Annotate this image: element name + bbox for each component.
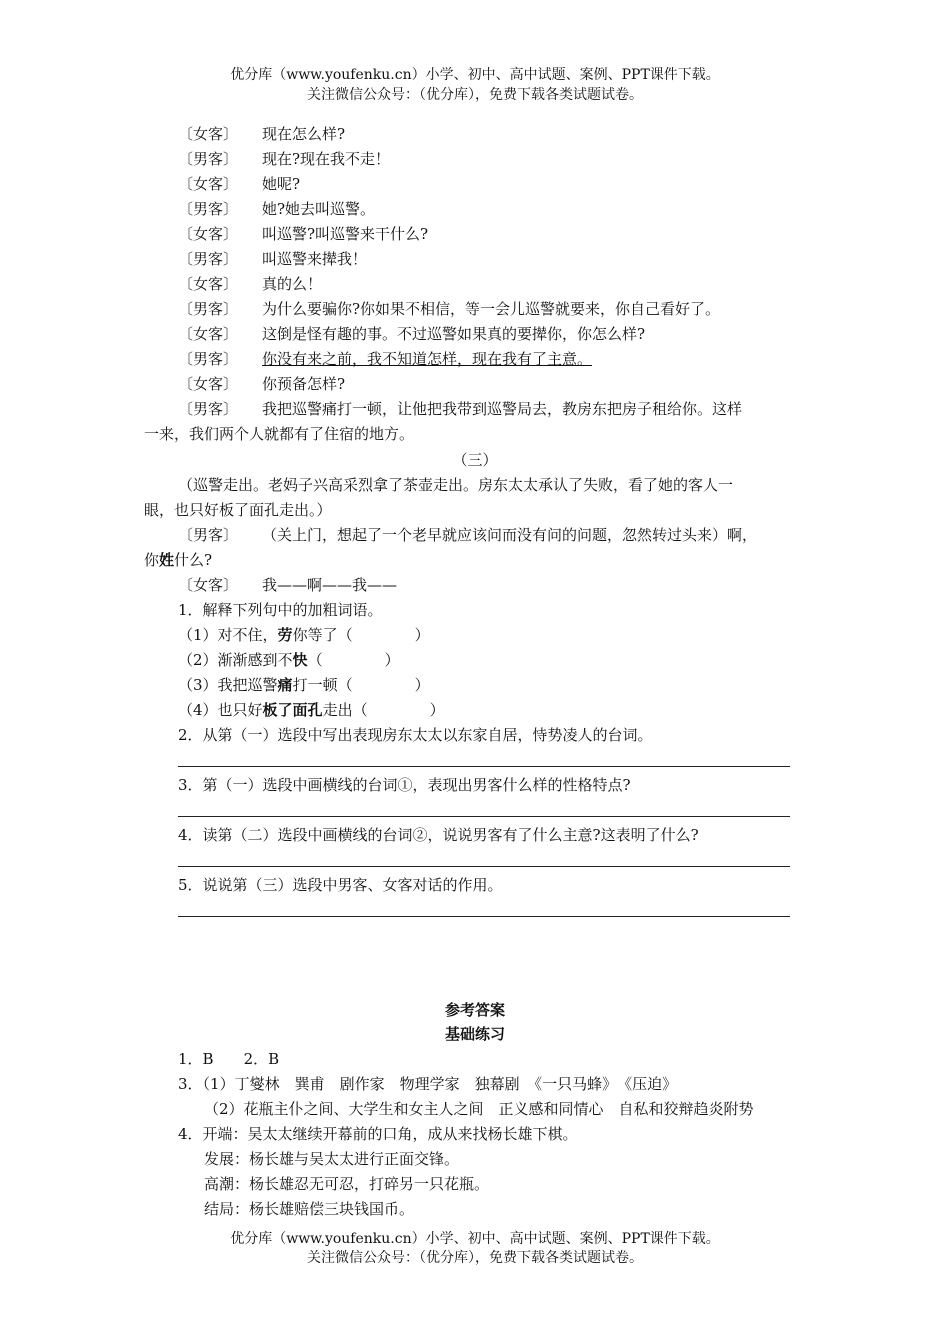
dialogue-text: （关上门，想起了一个老早就应该问而没有问的问题，忽然转过头来）啊， — [262, 526, 758, 544]
answer-line[interactable] — [178, 866, 790, 867]
question-item — [178, 698, 445, 722]
dialogue-line — [178, 272, 322, 296]
speaker-role: 〔男客〕 — [178, 350, 239, 368]
text-run: 你 — [144, 551, 160, 569]
header-line-2: 关注微信公众号：（优分库），免费下载各类试题试卷。 — [307, 87, 643, 103]
bold-word: 姓 — [159, 551, 175, 569]
text-run: （ — [307, 651, 323, 669]
speaker-role: 〔女客〕 — [178, 375, 239, 393]
question-item — [178, 673, 430, 697]
answer-line[interactable] — [178, 916, 790, 917]
answer-item: 高潮：杨长雄忍无可忍，打碎另一只花瓶。 — [204, 1175, 490, 1193]
dialogue-continuation: 一来，我们两个人就都有了住宿的地方。 — [144, 425, 415, 443]
text-run: 什么? — [174, 551, 213, 569]
speaker-role: 〔女客〕 — [178, 175, 239, 193]
text-run: （1）对不住， — [178, 626, 278, 644]
dialogue-text: 为什么要骗你?你如果不相信，等一会儿巡警就要来，你自己看好了。 — [262, 300, 721, 318]
dialogue-text: 她呢? — [262, 175, 301, 193]
bold-word: 快 — [292, 651, 308, 669]
answer-item: 3．（1）丁燮林 巽甫 剧作家 物理学家 独幕剧 《一只马蜂》 《压迫》 — [178, 1075, 678, 1093]
text-run: ） — [414, 626, 430, 644]
footer-line-1: 优分库（www.youfenku.cn）小学、初中、高中试题、案例、PPT课件下载。 — [230, 1231, 720, 1247]
section-heading: （三） — [452, 451, 498, 469]
speaker-role: 〔男客〕 — [178, 400, 239, 418]
text-run: 走出（ — [322, 701, 368, 719]
question-2: 2．从第（一）选段中写出表现房东太太以东家自居，恃势凌人的台词。 — [178, 726, 653, 744]
text-run: （4）也只好 — [178, 701, 263, 719]
dialogue-line — [178, 523, 757, 547]
dialogue-text: 真的么！ — [262, 275, 323, 293]
dialogue-line — [178, 297, 720, 321]
header-line-1: 优分库（www.youfenku.cn）小学、初中、高中试题、案例、PPT课件下载。 — [230, 67, 720, 83]
answer-item: 发展：杨长雄与吴太太进行正面交锋。 — [204, 1150, 460, 1168]
speaker-role: 〔女客〕 — [178, 576, 239, 594]
dialogue-line — [178, 147, 390, 171]
dialogue-text: 现在怎么样? — [262, 125, 346, 143]
speaker-role: 〔女客〕 — [178, 325, 239, 343]
text-run: （3）我把巡警 — [178, 676, 278, 694]
dialogue-text: 现在?现在我不走！ — [262, 150, 391, 168]
answers-subtitle: 基础练习 — [444, 1025, 505, 1043]
dialogue-line — [178, 573, 397, 597]
speaker-role: 〔男客〕 — [178, 526, 239, 544]
dialogue-text: 你预备怎样? — [262, 375, 346, 393]
stage-direction: 眼，也只好板了面孔走出。） — [144, 501, 332, 519]
dialogue-line — [178, 372, 345, 396]
dialogue-line — [178, 122, 345, 146]
question-5: 5．说说第（三）选段中男客、女客对话的作用。 — [178, 876, 503, 894]
answer-item: （2）花瓶主仆之间、大学生和女主人之间 正义感和同情心 自私和狡辩趋炎附势 — [204, 1100, 754, 1118]
text-run: ） — [429, 701, 445, 719]
speaker-role: 〔男客〕 — [178, 150, 239, 168]
footer-line-2: 关注微信公众号：（优分库），免费下载各类试题试卷。 — [307, 1250, 643, 1266]
dialogue-continuation — [144, 548, 212, 572]
text-run: （2）渐渐感到不 — [178, 651, 293, 669]
underlined-line-2: 你没有来之前，我不知道怎样，现在我有了主意。 — [262, 350, 593, 368]
answer-item: 1．B 2．B — [178, 1050, 280, 1068]
dialogue-text: 我——啊——我—— — [262, 576, 398, 594]
speaker-role: 〔男客〕 — [178, 250, 239, 268]
dialogue-line — [178, 222, 428, 246]
dialogue-line — [178, 172, 300, 196]
question-3: 3．第（一）选段中画横线的台词①，表现出男客什么样的性格特点? — [178, 776, 631, 794]
answer-line[interactable] — [178, 766, 790, 767]
question-4: 4．读第（二）选段中画横线的台词②，说说男客有了什么主意?这表明了什么? — [178, 826, 699, 844]
speaker-role: 〔女客〕 — [178, 125, 239, 143]
answer-line[interactable] — [178, 816, 790, 817]
dialogue-text: 叫巡警来撵我！ — [262, 250, 368, 268]
dialogue-text: 我把巡警痛打一顿，让他把我带到巡警局去，教房东把房子租给你。这样 — [262, 400, 743, 418]
speaker-role: 〔男客〕 — [178, 300, 239, 318]
dialogue-line — [178, 247, 367, 271]
answer-item: 4．开端：吴太太继续开幕前的口角，成从来找杨长雄下棋。 — [178, 1125, 578, 1143]
dialogue-line — [178, 322, 645, 346]
speaker-role: 〔女客〕 — [178, 275, 239, 293]
dialogue-line — [178, 397, 742, 421]
bold-word: 板了面孔 — [262, 701, 323, 719]
text-run: 你等了（ — [292, 626, 353, 644]
dialogue-line — [178, 197, 375, 221]
dialogue-text: 这倒是怪有趣的事。不过巡警如果真的要撵你，你怎么样? — [262, 325, 646, 343]
speaker-role: 〔男客〕 — [178, 200, 239, 218]
speaker-role: 〔女客〕 — [178, 225, 239, 243]
question-item — [178, 648, 400, 672]
dialogue-text: 她?她去叫巡警。 — [262, 200, 376, 218]
answer-item: 结局：杨长雄赔偿三块钱国币。 — [204, 1200, 415, 1218]
answers-title: 参考答案 — [444, 1001, 505, 1019]
dialogue-line — [178, 347, 592, 371]
bold-word: 劳 — [277, 626, 293, 644]
text-run: 打一顿（ — [292, 676, 353, 694]
question-item — [178, 623, 430, 647]
text-run: ） — [414, 676, 430, 694]
stage-direction: （巡警走出。老妈子兴高采烈拿了茶壶走出。房东太太承认了失败，看了她的客人一 — [178, 476, 734, 494]
text-run: ） — [384, 651, 400, 669]
question-1: 1．解释下列句中的加粗词语。 — [178, 601, 383, 619]
dialogue-text: 叫巡警?叫巡警来干什么? — [262, 225, 429, 243]
bold-word: 痛 — [277, 676, 293, 694]
